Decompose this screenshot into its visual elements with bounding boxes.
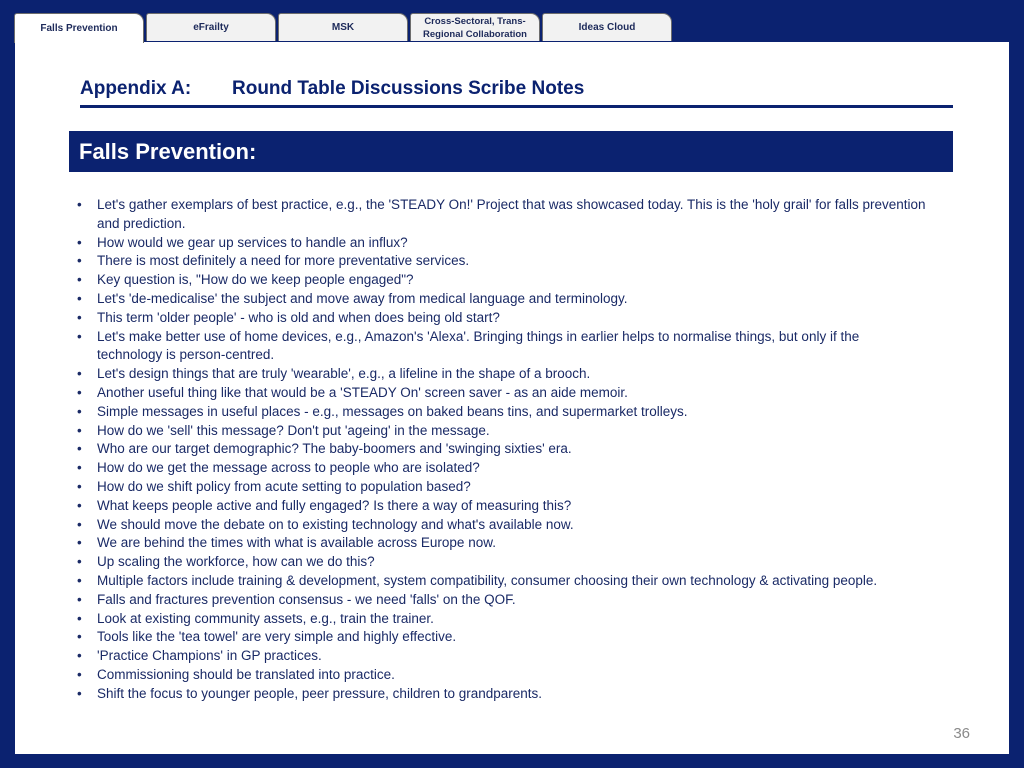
appendix-label: Appendix A: xyxy=(80,78,192,99)
tab-bar xyxy=(14,13,674,42)
scribe-notes-list xyxy=(77,196,927,704)
page-title: Round Table Discussions Scribe Notes xyxy=(232,78,585,99)
section-banner: Falls Prevention: xyxy=(69,131,953,172)
tab-ideas-cloud[interactable]: Ideas Cloud xyxy=(542,13,672,41)
list-item: • Tools like the 'tea towel' are very simple and highly effective. xyxy=(77,628,927,647)
header-divider xyxy=(80,105,953,108)
tab-msk[interactable]: MSK xyxy=(278,13,408,41)
slide-page xyxy=(14,41,1010,755)
tab-efrailty[interactable]: eFrailty xyxy=(146,13,276,41)
list-item: • How do we shift policy from acute setting to population based? xyxy=(77,478,927,497)
list-item: • Commissioning should be translated into practice. xyxy=(77,666,927,685)
list-item: • What keeps people active and fully engaged? Is there a way of measuring this? xyxy=(77,497,927,516)
page-number: 36 xyxy=(953,725,970,742)
list-item: • How would we gear up services to handle an influx? xyxy=(77,234,927,253)
list-item: • Let's gather exemplars of best practice, e.g., the 'STEADY On!' Project that was showcased today. This is the 'holy grail' for falls prevention and prediction. xyxy=(77,196,927,234)
list-item: • There is most definitely a need for more preventative services. xyxy=(77,252,927,271)
list-item: • Falls and fractures prevention consensus - we need 'falls' on the QOF. xyxy=(77,591,927,610)
list-item: • This term 'older people' - who is old and when does being old start? xyxy=(77,309,927,328)
list-item: • Let's 'de-medicalise' the subject and move away from medical language and terminology. xyxy=(77,290,927,309)
list-item: • 'Practice Champions' in GP practices. xyxy=(77,647,927,666)
list-item: • We are behind the times with what is available across Europe now. xyxy=(77,534,927,553)
list-item: • Who are our target demographic? The baby-boomers and 'swinging sixties' era. xyxy=(77,440,927,459)
tab-falls-prevention[interactable]: Falls Prevention xyxy=(14,13,144,43)
list-item: • Simple messages in useful places - e.g., messages on baked beans tins, and supermarket trolleys. xyxy=(77,403,927,422)
list-item: • Shift the focus to younger people, peer pressure, children to grandparents. xyxy=(77,685,927,704)
list-item: • We should move the debate on to existing technology and what's available now. xyxy=(77,516,927,535)
tab-cross-sectoral-collaboration[interactable]: Cross-Sectoral, Trans-Regional Collaboration xyxy=(410,13,540,41)
list-item: • Let's design things that are truly 'wearable', e.g., a lifeline in the shape of a brooch. xyxy=(77,365,927,384)
list-item: • Let's make better use of home devices, e.g., Amazon's 'Alexa'. Bringing things in earlier helps to normalise things, but only if the technology is person-centred. xyxy=(77,328,927,366)
list-item: • Another useful thing like that would be a 'STEADY On' screen saver - as an aide memoir. xyxy=(77,384,927,403)
list-item: • Look at existing community assets, e.g., train the trainer. xyxy=(77,610,927,629)
list-item: • Up scaling the workforce, how can we do this? xyxy=(77,553,927,572)
list-item: • Key question is, "How do we keep people engaged"? xyxy=(77,271,927,290)
list-item: • How do we 'sell' this message? Don't put 'ageing' in the message. xyxy=(77,422,927,441)
list-item: • How do we get the message across to people who are isolated? xyxy=(77,459,927,478)
list-item: • Multiple factors include training & development, system compatibility, consumer choosing their own technology & activating people. xyxy=(77,572,927,591)
page-header xyxy=(80,78,584,100)
